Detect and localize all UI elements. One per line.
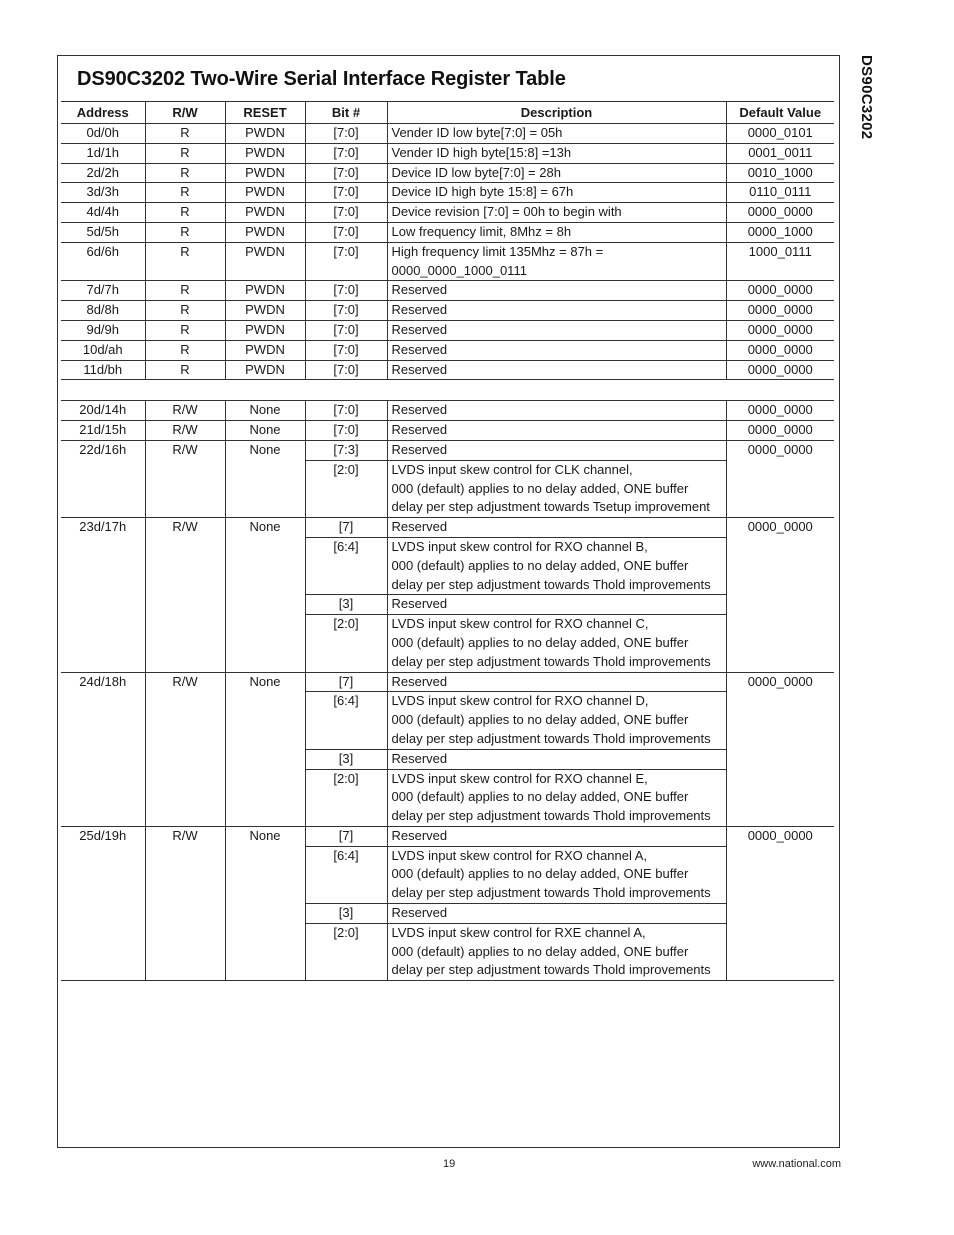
default-value-cell: 0001_0011 (726, 143, 834, 163)
side-part-number: DS90C3202 (858, 55, 875, 140)
description-cell (387, 518, 726, 538)
address-cell: 3d/3h (61, 183, 145, 203)
rw-cell: R (145, 360, 225, 380)
page-frame (57, 55, 840, 1148)
description-cell (387, 615, 726, 672)
address-cell: 1d/1h (61, 143, 145, 163)
rw-cell: R/W (145, 421, 225, 441)
bit-cell: [2:0] (305, 460, 387, 517)
table-row (61, 163, 834, 183)
column-header-description: Description (387, 102, 726, 124)
rw-cell: R (145, 340, 225, 360)
description-cell (387, 769, 726, 826)
address-cell: 0d/0h (61, 124, 145, 144)
page-number: 19 (443, 1158, 456, 1170)
column-header-address: Address (61, 102, 145, 124)
table-row (61, 281, 834, 301)
default-value-cell: 0000_0000 (726, 421, 834, 441)
description-line: Reserved (391, 673, 448, 689)
address-cell: 24d/18h (61, 672, 145, 826)
bit-cell: [7:0] (305, 421, 387, 441)
table-row (61, 124, 834, 144)
address-cell: 20d/14h (61, 401, 145, 421)
bit-cell: [7:0] (305, 124, 387, 144)
address-cell: 22d/16h (61, 440, 145, 517)
bit-cell: [7:0] (305, 242, 387, 281)
description-line: Device revision [7:0] = 00h to begin with (391, 204, 622, 220)
description-cell (387, 242, 726, 281)
description-line: Reserved (391, 302, 448, 318)
reset-cell: PWDN (225, 203, 305, 223)
register-table-body (61, 124, 834, 981)
description-line: Reserved (391, 905, 448, 921)
address-cell: 25d/19h (61, 826, 145, 980)
reset-cell: PWDN (225, 124, 305, 144)
bit-cell: [3] (305, 749, 387, 769)
default-value-cell: 0000_0000 (726, 340, 834, 360)
description-line: Reserved (391, 282, 448, 298)
description-cell (387, 595, 726, 615)
bit-cell: [7:0] (305, 301, 387, 321)
bit-cell: [7] (305, 826, 387, 846)
bit-cell: [7:0] (305, 360, 387, 380)
reset-cell: PWDN (225, 301, 305, 321)
table-row (61, 672, 834, 692)
rw-cell: R/W (145, 401, 225, 421)
rw-cell: R (145, 242, 225, 281)
rw-cell: R (145, 183, 225, 203)
bit-cell: [2:0] (305, 615, 387, 672)
reset-cell: None (225, 401, 305, 421)
description-cell (387, 672, 726, 692)
bit-cell: [7:0] (305, 143, 387, 163)
bit-cell: [2:0] (305, 769, 387, 826)
description-line: 000 (default) applies to no delay added, ONE buffer (391, 866, 689, 882)
default-value-cell: 0110_0111 (726, 183, 834, 203)
description-line: Reserved (391, 519, 448, 535)
description-line: LVDS input skew control for RXO channel C, (391, 616, 649, 632)
description-line: Device ID low byte[7:0] = 28h (391, 164, 561, 180)
description-line: 000 (default) applies to no delay added, ONE buffer (391, 943, 689, 959)
description-cell (387, 421, 726, 441)
rw-cell: R (145, 163, 225, 183)
default-value-cell: 1000_0111 (726, 242, 834, 281)
description-line: Reserved (391, 441, 448, 457)
description-line: Vender ID high byte[15:8] =13h (391, 144, 572, 160)
description-line: Reserved (391, 321, 448, 337)
address-cell: 5d/5h (61, 222, 145, 242)
website-link: www.national.com (752, 1158, 841, 1170)
bit-cell: [7:0] (305, 163, 387, 183)
description-line: High frequency limit 135Mhz = 87h = (391, 243, 604, 259)
description-cell (387, 340, 726, 360)
bit-cell: [7:0] (305, 183, 387, 203)
rw-cell: R/W (145, 672, 225, 826)
description-cell (387, 537, 726, 594)
spacer-cell (61, 380, 834, 401)
column-header-bit: Bit # (305, 102, 387, 124)
rw-cell: R (145, 124, 225, 144)
table-row (61, 242, 834, 281)
description-cell (387, 460, 726, 517)
description-cell (387, 692, 726, 749)
reset-cell: PWDN (225, 340, 305, 360)
table-row (61, 826, 834, 846)
description-cell (387, 320, 726, 340)
description-cell (387, 183, 726, 203)
page-title: DS90C3202 Two-Wire Serial Interface Register Table (77, 68, 566, 90)
rw-cell: R (145, 143, 225, 163)
description-line: 000 (default) applies to no delay added, ONE buffer (391, 712, 689, 728)
description-cell (387, 301, 726, 321)
table-row (61, 440, 834, 460)
bit-cell: [6:4] (305, 692, 387, 749)
bit-cell: [2:0] (305, 923, 387, 980)
table-row (61, 401, 834, 421)
address-cell: 7d/7h (61, 281, 145, 301)
address-cell: 21d/15h (61, 421, 145, 441)
column-header-reset: RESET (225, 102, 305, 124)
description-line: LVDS input skew control for RXO channel D, (391, 693, 649, 709)
register-table (61, 101, 834, 981)
table-row (61, 518, 834, 538)
group-spacer-row (61, 380, 834, 401)
description-line: LVDS input skew control for RXO channel B, (391, 538, 648, 554)
rw-cell: R/W (145, 826, 225, 980)
reset-cell: None (225, 518, 305, 672)
address-cell: 2d/2h (61, 163, 145, 183)
bit-cell: [7:0] (305, 320, 387, 340)
description-line: 000 (default) applies to no delay added, ONE buffer (391, 480, 689, 496)
description-cell (387, 846, 726, 903)
description-line: Device ID high byte 15:8] = 67h (391, 184, 574, 200)
description-cell (387, 143, 726, 163)
description-line: Reserved (391, 750, 448, 766)
description-line: LVDS input skew control for RXO channel A, (391, 847, 648, 863)
description-cell (387, 203, 726, 223)
bit-cell: [6:4] (305, 537, 387, 594)
reset-cell: PWDN (225, 242, 305, 281)
description-line: LVDS input skew control for RXO channel E, (391, 770, 648, 786)
default-value-cell: 0000_0000 (726, 203, 834, 223)
description-cell (387, 401, 726, 421)
table-row (61, 320, 834, 340)
description-line: Reserved (391, 596, 448, 612)
description-line: delay per step adjustment towards Thold improvements (391, 885, 711, 901)
description-line: Low frequency limit, 8Mhz = 8h (391, 223, 572, 239)
reset-cell: PWDN (225, 222, 305, 242)
reset-cell: None (225, 672, 305, 826)
table-row (61, 183, 834, 203)
reset-cell: PWDN (225, 163, 305, 183)
bit-cell: [3] (305, 595, 387, 615)
default-value-cell: 0000_0000 (726, 360, 834, 380)
bit-cell: [7:0] (305, 203, 387, 223)
description-cell (387, 904, 726, 924)
table-row (61, 421, 834, 441)
bit-cell: [7:0] (305, 401, 387, 421)
description-line: Reserved (391, 827, 448, 843)
table-row (61, 203, 834, 223)
reset-cell: None (225, 421, 305, 441)
address-cell: 11d/bh (61, 360, 145, 380)
description-line: Reserved (391, 402, 448, 418)
table-row (61, 222, 834, 242)
description-line: 0000_0000_1000_0111 (391, 262, 527, 278)
default-value-cell: 0000_0000 (726, 401, 834, 421)
rw-cell: R/W (145, 440, 225, 517)
description-line: delay per step adjustment towards Thold improvements (391, 653, 711, 669)
description-line: LVDS input skew control for CLK channel, (391, 461, 633, 477)
description-line: delay per step adjustment towards Tsetup improvement (391, 499, 710, 515)
description-line: Reserved (391, 361, 448, 377)
default-value-cell: 0000_0000 (726, 672, 834, 826)
description-cell (387, 360, 726, 380)
reset-cell: PWDN (225, 143, 305, 163)
default-value-cell: 0010_1000 (726, 163, 834, 183)
rw-cell: R/W (145, 518, 225, 672)
description-line: delay per step adjustment towards Thold improvements (391, 730, 711, 746)
reset-cell: PWDN (225, 320, 305, 340)
description-cell (387, 440, 726, 460)
address-cell: 6d/6h (61, 242, 145, 281)
description-cell (387, 163, 726, 183)
table-row (61, 360, 834, 380)
description-line: 000 (default) applies to no delay added, ONE buffer (391, 557, 689, 573)
description-cell (387, 281, 726, 301)
description-cell (387, 222, 726, 242)
description-line: 000 (default) applies to no delay added, ONE buffer (391, 634, 689, 650)
bit-cell: [6:4] (305, 846, 387, 903)
table-row (61, 340, 834, 360)
address-cell: 23d/17h (61, 518, 145, 672)
bit-cell: [7:0] (305, 222, 387, 242)
rw-cell: R (145, 203, 225, 223)
bit-cell: [7] (305, 672, 387, 692)
bit-cell: [7] (305, 518, 387, 538)
reset-cell: PWDN (225, 281, 305, 301)
default-value-cell: 0000_0000 (726, 301, 834, 321)
description-line: delay per step adjustment towards Thold improvements (391, 962, 711, 978)
reset-cell: None (225, 826, 305, 980)
description-line: Reserved (391, 422, 448, 438)
rw-cell: R (145, 320, 225, 340)
description-line: Vender ID low byte[7:0] = 05h (391, 125, 563, 140)
address-cell: 9d/9h (61, 320, 145, 340)
rw-cell: R (145, 281, 225, 301)
column-header-default-value: Default Value (726, 102, 834, 124)
default-value-cell: 0000_0101 (726, 124, 834, 144)
reset-cell: PWDN (225, 360, 305, 380)
bit-cell: [3] (305, 904, 387, 924)
default-value-cell: 0000_0000 (726, 440, 834, 517)
default-value-cell: 0000_1000 (726, 222, 834, 242)
bit-cell: [7:0] (305, 281, 387, 301)
description-cell (387, 923, 726, 980)
bit-cell: [7:3] (305, 440, 387, 460)
bit-cell: [7:0] (305, 340, 387, 360)
table-header-row (61, 102, 834, 124)
reset-cell: PWDN (225, 183, 305, 203)
address-cell: 8d/8h (61, 301, 145, 321)
default-value-cell: 0000_0000 (726, 281, 834, 301)
description-cell (387, 749, 726, 769)
description-line: 000 (default) applies to no delay added, ONE buffer (391, 789, 689, 805)
table-row (61, 143, 834, 163)
description-line: Reserved (391, 341, 448, 357)
table-row (61, 301, 834, 321)
address-cell: 10d/ah (61, 340, 145, 360)
column-header-rw: R/W (145, 102, 225, 124)
rw-cell: R (145, 301, 225, 321)
default-value-cell: 0000_0000 (726, 518, 834, 672)
address-cell: 4d/4h (61, 203, 145, 223)
default-value-cell: 0000_0000 (726, 320, 834, 340)
description-line: delay per step adjustment towards Thold improvements (391, 576, 711, 592)
reset-cell: None (225, 440, 305, 517)
description-cell (387, 826, 726, 846)
description-line: LVDS input skew control for RXE channel A, (391, 924, 646, 940)
rw-cell: R (145, 222, 225, 242)
default-value-cell: 0000_0000 (726, 826, 834, 980)
description-cell (387, 124, 726, 144)
description-line: delay per step adjustment towards Thold improvements (391, 808, 711, 824)
